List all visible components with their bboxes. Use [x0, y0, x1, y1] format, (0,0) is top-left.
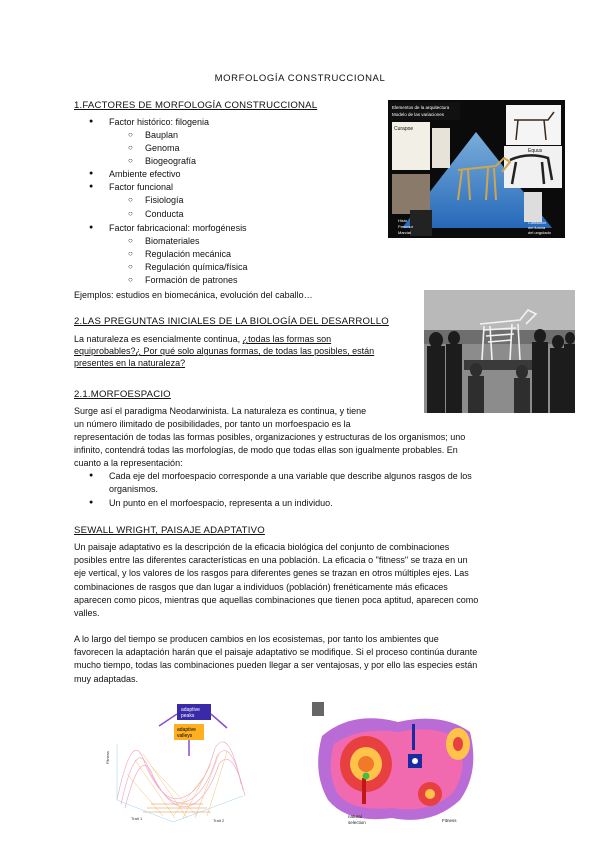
question-underlined: ¿todas las formas son	[242, 334, 332, 344]
fig-caption-1: Elementos de la arquitectura	[392, 105, 450, 110]
morfo-line: representación de todas las formas posibles, organizaciones y estructuras de los organismos; uno	[74, 432, 466, 442]
contour-fitness-label: Fitness	[442, 818, 457, 823]
list-item-cont: organismos.	[109, 484, 159, 494]
paisaje-paragraph-2	[74, 633, 530, 686]
trait2-axis-label: Trait 2	[213, 818, 225, 823]
para-line: muy adaptadas.	[74, 673, 139, 684]
list-item: ○ Regulación mecánica	[145, 249, 231, 259]
contour-map-illustration	[312, 702, 480, 830]
horse-triangle-illustration	[388, 100, 565, 238]
landscape-mesh-illustration	[103, 704, 253, 828]
morfo-line: cuanto a la representación:	[74, 458, 183, 468]
para-line: aparecen como picos, mientras que aquellas combinaciones que tienen poca aptitud, aparecen como	[74, 594, 479, 605]
museum-photo-illustration	[424, 290, 575, 413]
examples-text: Ejemplos: estudios en biomecánica, evolución del caballo…	[74, 290, 313, 300]
para-line: A lo largo del tiempo se producen cambios en los ecosistemas, por tanto los ambientes que	[74, 634, 439, 644]
para-line: valles.	[74, 608, 100, 619]
fig-label-left: Curapoe	[394, 126, 414, 132]
fig-label-right: Equus	[528, 148, 543, 154]
heading-paisaje: SEWALL WRIGHT, PAISAJE ADAPTATIVO	[74, 525, 265, 536]
peaks-label: adaptive peaks	[181, 707, 200, 719]
para-line: eje vertical, y los valores de los rasgos para diferentes genes se trazan en otros múltiples ejes. Las	[74, 568, 469, 579]
question-line-2: equiprobables?¿ Por qué solo algunas formas, de todas las posibles, están	[74, 346, 375, 356]
heading-morfoespacio: 2.1.MORFOESPACIO	[74, 389, 171, 400]
fig-label-bl1: Histo	[398, 218, 408, 223]
para-line: posibles entre las diferentes características en una población. La eficacia o "fitness" se traza en un	[74, 555, 468, 566]
question-line-1	[74, 333, 331, 346]
list-item: ○ Biogeografía	[145, 156, 196, 166]
horse-evolution-figure	[388, 100, 565, 238]
morfo-line: infinito, contendrá todas las morfologías, de modo que todas ellas son igualmente probables. En	[74, 445, 458, 455]
fig-label-br3: del ungulado	[528, 230, 551, 235]
fig-label-br2: del funcia	[528, 225, 546, 230]
museum-photo	[424, 290, 575, 413]
list-item: ● Ambiente efectivo	[109, 169, 181, 179]
list-item: ○ Genoma	[145, 143, 180, 153]
contour-label-2: selection	[348, 820, 366, 825]
list-item: ● Un punto en el morfoespacio, representa a un individuo.	[109, 498, 333, 508]
question-line-3: presentes en la naturaleza?	[74, 358, 186, 368]
para-line: mucho tiempo, todas las combinaciones pueden llegar a ser ventajosas, y por ello las especies están	[74, 660, 478, 671]
fig-label-bl2: Ferumur	[398, 224, 414, 229]
para-line: favorecen la adaptación harán que el paisaje adaptativo se modifique. Si el proceso continúa durante	[74, 647, 478, 658]
list-item: ○ Biomateriales	[145, 236, 200, 246]
list-item: ○ Regulación química/física	[145, 262, 248, 272]
morfo-line: Surge así el paradigma Neodarwinista. La naturaleza es continua, y tiene	[74, 406, 367, 416]
fig-label-br1: Coblación	[528, 220, 546, 225]
paisaje-paragraph-1	[74, 541, 530, 620]
list-item: ○ Formación de patrones	[145, 275, 238, 285]
list-item: ○ Bauplan	[145, 130, 178, 140]
fitness-axis-label: Fitness	[105, 751, 110, 764]
fig-label-bl3: Marcial	[398, 230, 411, 235]
list-item: ● Factor histórico: filogenia	[109, 117, 209, 127]
para-line: Un paisaje adaptativo es la descripción de la eficacia biológica del conjunto de combinaciones	[74, 542, 450, 552]
question-text: La naturaleza es esencialmente continua,	[74, 334, 243, 344]
para-line: combinaciones de rasgos que dan lugar a individuos (población) frenéticamente más eficaces	[74, 581, 448, 592]
list-item: ○ Conducta	[145, 209, 184, 219]
page-title: MORFOLOGÍA CONSTRUCCIONAL	[214, 73, 386, 84]
list-item: ● Cada eje del morfoespacio corresponde a una variable que describe algunos rasgos de los	[109, 471, 472, 481]
heading-factores: 1.FACTORES DE MORFOLOGÍA CONSTRUCCIONAL	[74, 100, 318, 111]
list-item: ○ Fisiología	[145, 195, 184, 205]
contour-label-1: natural	[348, 814, 362, 819]
valleys-label: adaptive valleys	[177, 727, 196, 739]
morfo-line: un número ilimitado de posibilidades, por tanto un morfoespacio es la	[74, 419, 351, 429]
list-item: ● Factor fabricacional: morfogénesis	[109, 223, 247, 233]
trait1-axis-label: Trait 1	[131, 816, 143, 821]
list-item: ● Factor funcional	[109, 182, 173, 192]
adaptive-landscape-3d	[103, 704, 253, 828]
heading-preguntas: 2.LAS PREGUNTAS INICIALES DE LA BIOLOGÍA DEL DESARROLLO	[74, 316, 389, 327]
fig-caption-2: Modelo de las variaciones	[392, 112, 445, 117]
adaptive-landscape-contour	[312, 702, 480, 830]
